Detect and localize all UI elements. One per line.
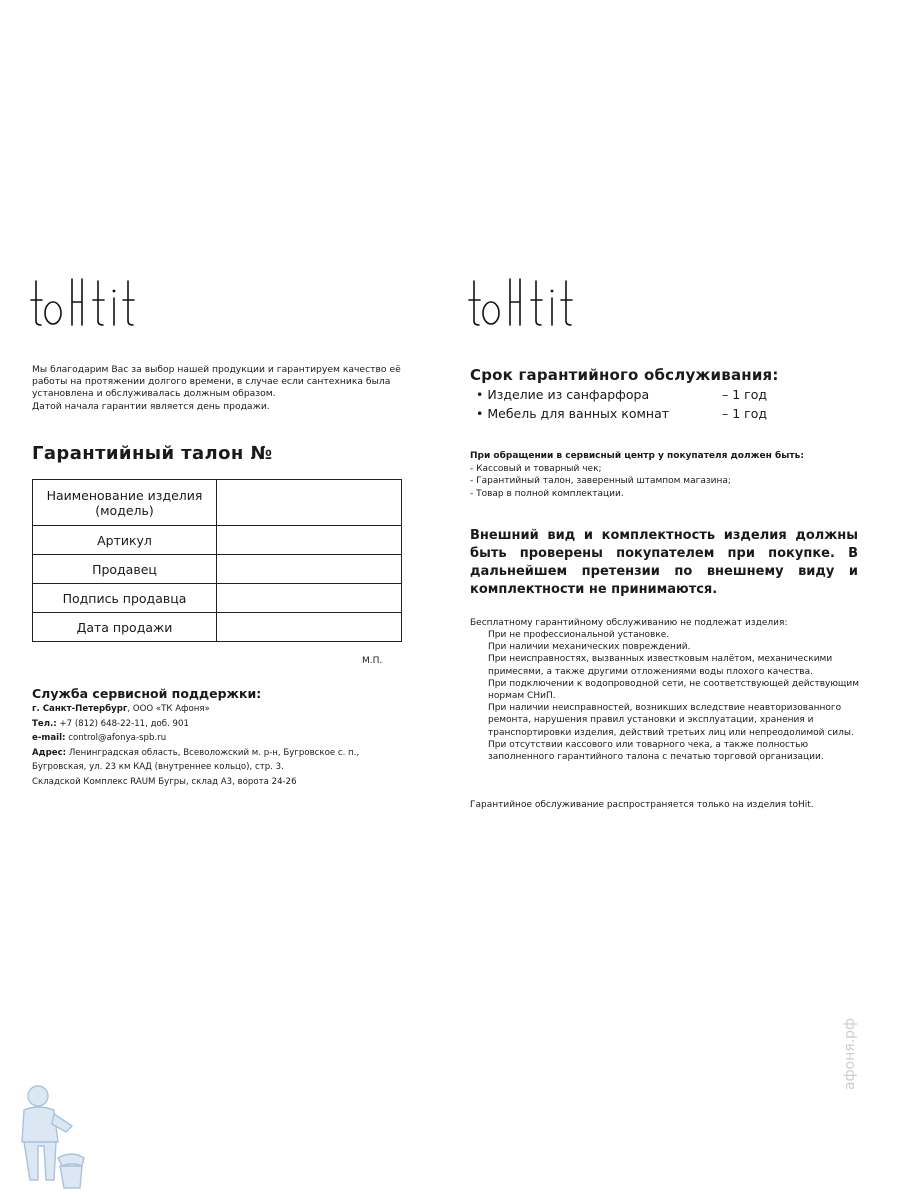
coverage-note: Гарантийное обслуживание распространяется только на изделия toHit. xyxy=(470,800,814,810)
list-item xyxy=(476,404,776,423)
list-item: При подключении к водопроводной сети, не соответствующей действующим нормам СНиП. xyxy=(488,678,860,702)
row-value-field[interactable] xyxy=(217,555,402,584)
intro-text xyxy=(32,364,407,413)
warranty-period-list xyxy=(476,385,776,423)
brand-logo-left xyxy=(30,276,140,328)
table-row xyxy=(33,613,402,642)
support-email xyxy=(32,731,412,746)
support-phone xyxy=(32,717,412,732)
address-value: Ленинградская область, Всеволожский м. р-н, Бугровское с. п., xyxy=(66,747,360,758)
row-value-field[interactable] xyxy=(217,613,402,642)
list-item: При отсутствии кассового или товарного чека, а также полностью заполненного гарантийного талона с печатью торговой организации. xyxy=(488,739,824,763)
support-address-line: Бугровская, ул. 23 км КАД (внутреннее кольцо), стр. 3. xyxy=(32,762,284,773)
talon-title: Гарантийный талон № xyxy=(32,443,273,464)
row-label: Подпись продавца xyxy=(33,584,217,613)
support-city xyxy=(32,702,412,717)
table-row xyxy=(33,526,402,555)
phone-label: Тел.: xyxy=(32,718,57,729)
address-label: Адрес: xyxy=(32,747,67,758)
list-item: При неисправностях, вызванных известковым налётом, механическими примесями, а также другими отложениями воды плохого качества. xyxy=(488,654,833,677)
inspection-notice: Внешний вид и комплектность изделия должны быть проверены покупателем при покупке. В дальнейшем претензии по внешнему виду и комплектности не принимаются. xyxy=(470,528,858,597)
item-term: – 1 год xyxy=(722,406,768,421)
service-requirements-list xyxy=(470,463,731,500)
exclusions-list xyxy=(488,629,860,763)
list-item xyxy=(476,385,776,404)
warranty-period-title: Срок гарантийного обслуживания: xyxy=(470,366,779,384)
exclusions-title: Бесплатному гарантийному обслуживанию не подлежат изделия: xyxy=(470,618,788,628)
table-row xyxy=(33,555,402,584)
support-title: Служба сервисной поддержки: xyxy=(32,686,262,701)
stamp-place-label: М.П. xyxy=(362,656,383,666)
row-value-field[interactable] xyxy=(217,480,402,526)
list-item: При наличии неисправностей, возникших вследствие неавторизованного ремонта, нарушения правил установки и эксплуатации, хранения и транспортировки изделия, действий третьих лиц или непреодолимой силы. xyxy=(488,703,854,738)
list-item: - Гарантийный талон, заверенный штампом магазина; xyxy=(470,476,731,487)
city-label: г. Санкт-Петербург xyxy=(32,704,128,714)
list-item: При наличии механических повреждений. xyxy=(488,642,691,653)
row-label: Дата продажи xyxy=(33,613,217,642)
intro-line: установлена и обслуживалась должным образом. xyxy=(32,388,276,400)
support-address xyxy=(32,746,412,761)
city-value: , ООО «ТК Афоня» xyxy=(127,704,210,714)
brand-logo-right xyxy=(468,276,578,328)
warranty-card-table xyxy=(32,479,402,642)
list-item: При не профессиональной установке. xyxy=(488,630,670,640)
item-name: • Изделие из санфарфора xyxy=(476,387,650,402)
row-value-field[interactable] xyxy=(217,584,402,613)
row-label: Артикул xyxy=(33,526,217,555)
email-label: e-mail: xyxy=(32,733,66,744)
list-item: - Товар в полной комплектации. xyxy=(470,488,624,499)
phone-link[interactable]: +7 (812) 648-22-11, доб. 901 xyxy=(56,718,189,729)
intro-line: работы на протяжении долгого времени, в случае если сантехника была xyxy=(32,376,391,388)
item-term: – 1 год xyxy=(722,387,768,402)
table-row xyxy=(33,480,402,526)
item-name: • Мебель для ванных комнат xyxy=(476,406,670,421)
plumber-mascot-icon xyxy=(8,1080,88,1192)
email-link[interactable]: control@afonya-spb.ru xyxy=(65,733,167,744)
site-watermark: афоня.рф xyxy=(842,1018,858,1090)
table-row xyxy=(33,584,402,613)
support-address-line: Складской Комплекс RAUM Бугры, склад А3, ворота 24-26 xyxy=(32,776,297,787)
intro-line: Датой начала гарантии является день продажи. xyxy=(32,400,270,412)
list-item: - Кассовый и товарный чек; xyxy=(470,464,602,474)
row-label: Продавец xyxy=(33,555,217,584)
service-requirements-title: При обращении в сервисный центр у покупателя должен быть: xyxy=(470,451,804,461)
intro-line: Мы благодарим Вас за выбор нашей продукции и гарантируем качество её xyxy=(32,364,401,375)
row-value-field[interactable] xyxy=(217,526,402,555)
support-contacts xyxy=(32,702,412,790)
row-label: Наименование изделия (модель) xyxy=(33,480,217,526)
